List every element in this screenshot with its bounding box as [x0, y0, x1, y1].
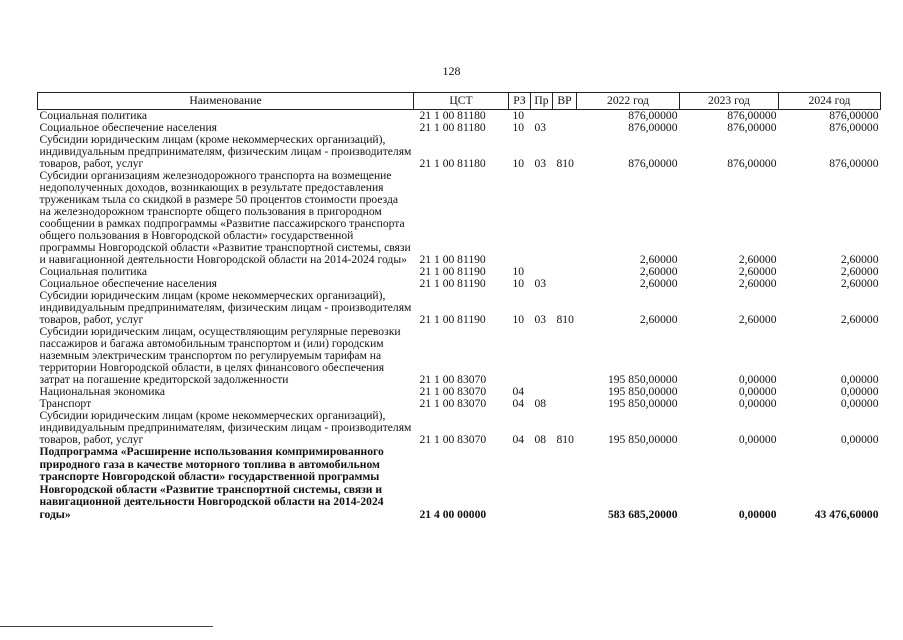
header-pr: Пр	[531, 93, 553, 110]
row-name: Субсидии юридическим лицам (кроме некоммерческих организаций), индивидуальным предпринимателям, физическим лицам - производителям товаров, работ, услуг	[39, 409, 412, 446]
row-value-2023: 876,00000	[727, 157, 777, 170]
row-cst: 21 1 00 83070	[419, 373, 487, 386]
row-pr: 08	[534, 433, 547, 446]
row-name: Социальная политика	[39, 265, 148, 278]
row-vr	[553, 326, 577, 386]
row-value-2023: 0,00000	[738, 508, 777, 521]
row-rz	[509, 170, 531, 266]
row-vr: 810	[556, 433, 574, 446]
budget-table	[37, 92, 881, 521]
row-value-2024: 0,00000	[840, 397, 879, 410]
header-cst: ЦСТ	[414, 93, 509, 110]
row-cst: 21 1 00 81190	[419, 277, 486, 290]
table-row	[38, 446, 881, 521]
header-rz: РЗ	[509, 93, 531, 110]
row-pr: 03	[534, 277, 547, 290]
row-value-2022: 583 685,20000	[607, 508, 678, 521]
header-2024: 2024 год	[779, 93, 881, 110]
row-rz	[509, 446, 531, 521]
header-vr: ВР	[553, 93, 577, 110]
row-value-2023: 0,00000	[738, 373, 777, 386]
row-cst: 21 1 00 81180	[419, 109, 486, 122]
row-pr: 03	[534, 121, 547, 134]
row-value-2022: 876,00000	[628, 109, 678, 122]
row-rz: 10	[512, 157, 525, 170]
row-vr	[553, 122, 577, 134]
row-rz	[509, 326, 531, 386]
row-value-2023: 0,00000	[738, 385, 777, 398]
row-pr	[531, 446, 553, 521]
row-name: Национальная экономика	[39, 385, 166, 398]
row-name: Социальная политика	[39, 109, 148, 122]
row-vr	[553, 446, 577, 521]
page-number: 128	[442, 64, 461, 78]
row-name: Транспорт	[39, 397, 92, 410]
row-value-2022: 2,60000	[639, 313, 678, 326]
header-2023: 2023 год	[680, 93, 779, 110]
row-name: Социальное обеспечение населения	[39, 277, 218, 290]
row-vr	[553, 110, 577, 123]
row-rz: 10	[512, 109, 525, 122]
row-value-2022: 876,00000	[628, 157, 678, 170]
row-vr: 810	[556, 313, 574, 326]
row-value-2023: 2,60000	[738, 277, 777, 290]
row-cst: 21 1 00 81180	[419, 121, 486, 134]
table-row	[38, 170, 881, 266]
row-value-2023: 2,60000	[738, 253, 777, 266]
row-value-2023: 2,60000	[738, 313, 777, 326]
row-value-2024: 0,00000	[840, 433, 879, 446]
table-row	[38, 326, 881, 386]
row-cst: 21 1 00 81190	[419, 253, 486, 266]
row-value-2024: 2,60000	[840, 277, 879, 290]
header-name: Наименование	[38, 93, 414, 110]
row-vr	[553, 398, 577, 410]
row-value-2022: 2,60000	[639, 265, 678, 278]
row-cst: 21 1 00 83070	[419, 397, 487, 410]
row-value-2022: 195 850,00000	[607, 385, 678, 398]
row-rz: 10	[512, 313, 525, 326]
row-pr	[531, 326, 553, 386]
row-name: Субсидии юридическим лицам (кроме некоммерческих организаций), индивидуальным предпринимателям, физическим лицам - производителям товаров, работ, услуг	[39, 289, 412, 326]
row-value-2022: 195 850,00000	[607, 373, 678, 386]
row-rz: 04	[512, 397, 525, 410]
row-name: Субсидии юридическим лицам (кроме некоммерческих организаций), индивидуальным предпринимателям, физическим лицам - производителям товаров, работ, услуг	[39, 133, 412, 170]
row-value-2024: 0,00000	[840, 385, 879, 398]
row-pr	[531, 170, 553, 266]
row-value-2024: 43 476,60000	[814, 508, 879, 521]
header-2022: 2022 год	[577, 93, 680, 110]
row-value-2023: 2,60000	[738, 265, 777, 278]
row-value-2024: 2,60000	[840, 265, 879, 278]
table-row	[38, 290, 881, 326]
row-pr: 08	[534, 397, 547, 410]
row-name: Субсидии организациям железнодорожного транспорта на возмещение недополученных доходов, возникающих в результате предоставления труженикам тыла со скидкой в размере 50 процентов стоимости проезда на железнодорожном транспорте общего пользования в пригородном сообщении в рамках подпрограммы «Развитие пассажирского транспорта общего пользования в Новгородской области» государственной программы Новгородской области «Развитие транспортной системы, связи и навигационной деятельности Новгородской области на 2014-2024 годы»	[39, 169, 411, 266]
row-value-2022: 2,60000	[639, 277, 678, 290]
row-value-2022: 195 850,00000	[607, 397, 678, 410]
row-value-2024: 0,00000	[840, 373, 879, 386]
row-value-2024: 876,00000	[829, 121, 879, 134]
row-rz: 10	[512, 265, 525, 278]
row-vr	[553, 266, 577, 278]
row-value-2024: 2,60000	[840, 253, 879, 266]
table-row	[38, 134, 881, 170]
row-cst: 21 1 00 83070	[419, 433, 487, 446]
row-value-2022: 2,60000	[639, 253, 678, 266]
row-value-2024: 876,00000	[829, 109, 879, 122]
row-pr: 03	[534, 313, 547, 326]
row-cst: 21 1 00 81180	[419, 157, 486, 170]
row-value-2022: 195 850,00000	[607, 433, 678, 446]
row-rz: 04	[512, 385, 525, 398]
table-header-row	[38, 93, 881, 110]
table-row	[38, 410, 881, 446]
row-value-2024: 876,00000	[829, 157, 879, 170]
row-pr: 03	[534, 157, 547, 170]
row-vr: 810	[556, 157, 574, 170]
row-name: Подпрограмма «Расширение использования компримированного природного газа в качестве моторного топлива в автомобильном транспорте Новгородской области» государственной программы Новгородской области «Развитие транспортной системы, связи и навигационной деятельности Новгородской области на 2014-2024 годы»	[39, 445, 384, 521]
row-cst: 21 1 00 83070	[419, 385, 487, 398]
row-cst: 21 1 00 81190	[419, 313, 486, 326]
row-value-2023: 0,00000	[738, 397, 777, 410]
row-name: Социальное обеспечение населения	[39, 121, 218, 134]
row-rz: 10	[512, 121, 525, 134]
row-rz: 10	[512, 277, 525, 290]
row-value-2023: 876,00000	[727, 109, 777, 122]
row-value-2023: 876,00000	[727, 121, 777, 134]
row-cst: 21 1 00 81190	[419, 265, 486, 278]
row-vr	[553, 170, 577, 266]
footnote-divider	[0, 626, 213, 627]
table-body	[38, 110, 881, 522]
row-vr	[553, 278, 577, 290]
row-value-2024: 2,60000	[840, 313, 879, 326]
row-cst: 21 4 00 00000	[419, 508, 487, 521]
row-name: Субсидии юридическим лицам, осуществляющим регулярные перевозки пассажиров и багажа автомобильным транспортом и (или) городским наземным электрическим транспортом по регулируемым тарифам на территории Новгородской области, в целях финансового обеспечения затрат на погашение кредиторской задолженности	[39, 325, 401, 386]
row-value-2023: 0,00000	[738, 433, 777, 446]
row-rz: 04	[512, 433, 525, 446]
row-vr	[553, 386, 577, 398]
row-value-2022: 876,00000	[628, 121, 678, 134]
